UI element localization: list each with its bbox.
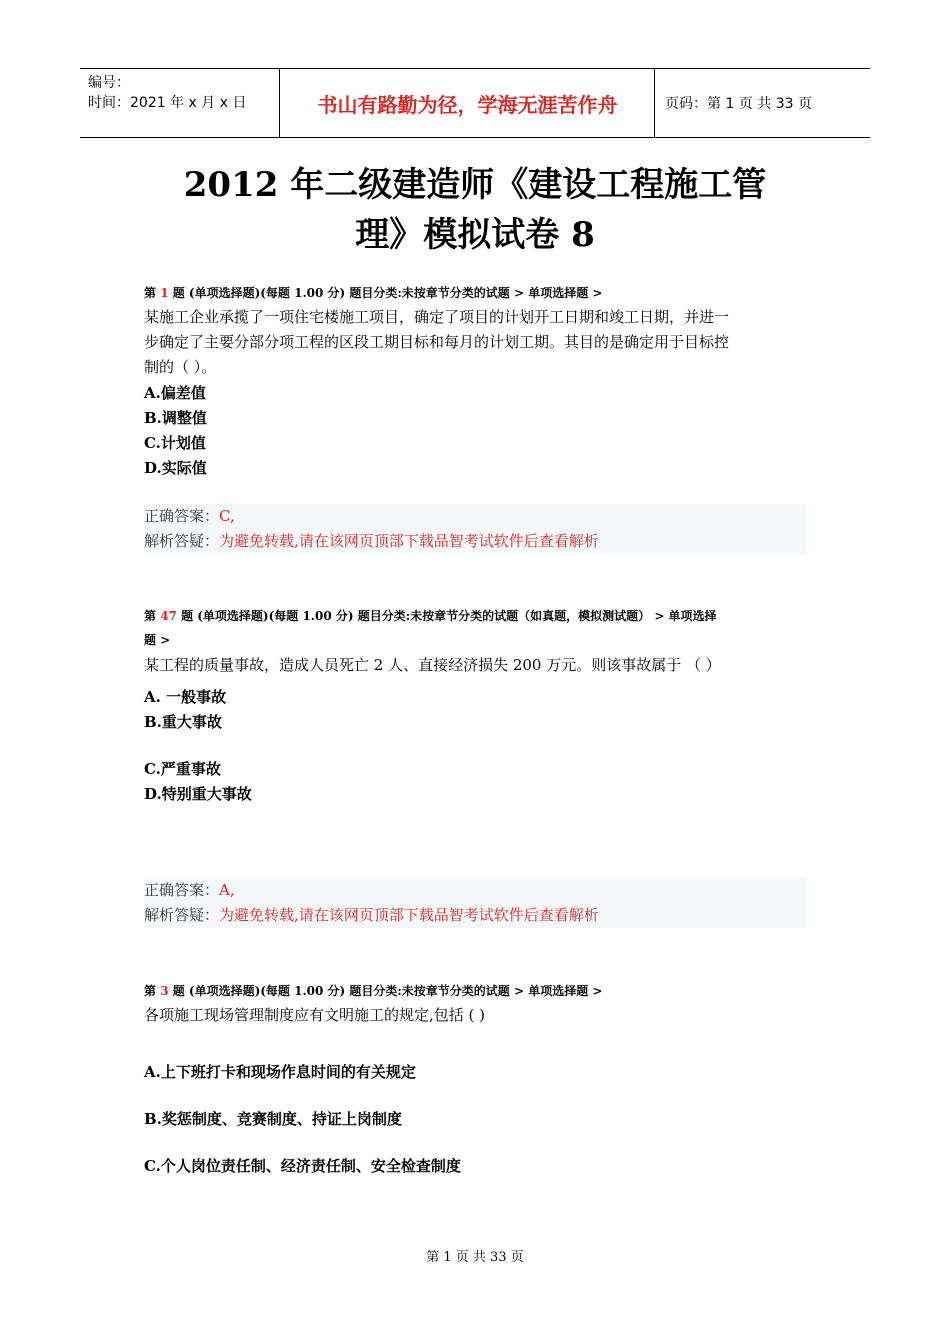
- answer-value: A,: [219, 881, 235, 899]
- title-line-1: 2012 年二级建造师《建设工程施工管: [183, 165, 767, 205]
- header-page-number: 页码：第 1 页 共 33 页: [665, 96, 812, 112]
- stem-line: 某工程的质量事故，造成人员死亡 2 人、直接经济损失 200 万元。则该事故属于 （ ）: [144, 656, 721, 674]
- question-1-option-a[interactable]: A.偏差值: [144, 384, 206, 402]
- analysis-value: 为避免转载,请在该网页顶部下载品智考试软件后查看解析: [219, 906, 599, 924]
- question-47-option-d[interactable]: D.特别重大事故: [144, 785, 252, 803]
- question-head-meta: 题 (单项选择题)(每题 1.00 分) 题目分类:未按章节分类的试题 > 单项选择题 >: [168, 286, 603, 300]
- question-head-prefix: 第: [144, 984, 161, 998]
- answer-label: 正确答案：: [144, 881, 220, 899]
- page-footer: 第 1 页 共 33 页: [426, 1250, 524, 1265]
- question-number: 3: [160, 984, 169, 998]
- analysis-label: 解析答疑：: [144, 532, 220, 550]
- question-47-answer-box: [144, 878, 806, 928]
- header-meta: [80, 69, 280, 137]
- title-line-2: 理》模拟试卷 8: [355, 215, 595, 255]
- question-1-option-d[interactable]: D.实际值: [144, 459, 207, 477]
- question-head-prefix: 第: [144, 609, 161, 623]
- question-1-stem: [144, 305, 806, 380]
- question-3-stem: [144, 1003, 806, 1028]
- document-title: [120, 160, 830, 260]
- header-bianhao: 编号：: [88, 75, 130, 91]
- question-head-meta-cont: 题 >: [144, 633, 171, 647]
- question-47-stem: [144, 653, 806, 678]
- analysis-value: 为避免转载,请在该网页顶部下载品智考试软件后查看解析: [219, 532, 599, 550]
- analysis-label: 解析答疑：: [144, 906, 220, 924]
- header-motto: 书山有路勤为径，学海无涯苦作舟: [281, 69, 655, 137]
- answer-label: 正确答案：: [144, 507, 220, 525]
- question-47-option-b[interactable]: B.重大事故: [144, 713, 222, 731]
- question-1-option-b[interactable]: B.调整值: [144, 409, 207, 427]
- question-3-option-a[interactable]: A.上下班打卡和现场作息时间的有关规定: [144, 1063, 416, 1081]
- stem-line: 制的（ ）。: [144, 358, 217, 376]
- stem-line: 各项施工现场管理制度应有文明施工的规定,包括 ( ): [144, 1006, 486, 1024]
- page-header: [80, 68, 870, 138]
- question-1-option-c[interactable]: C.计划值: [144, 434, 206, 452]
- question-number: 47: [160, 609, 177, 623]
- question-1-answer-box: [144, 504, 806, 554]
- stem-line: 步确定了主要分部分项工程的区段工期目标和每月的计划工期。其目的是确定用于目标控: [144, 333, 730, 351]
- question-number: 1: [160, 286, 169, 300]
- question-47-header: [144, 604, 806, 652]
- question-47-option-a[interactable]: A. 一般事故: [144, 688, 227, 706]
- question-head-meta: 题 (单项选择题)(每题 1.00 分) 题目分类:未按章节分类的试题（如真题，模拟测试题） > 单项选择: [176, 609, 717, 623]
- stem-line: 某施工企业承揽了一项住宅楼施工项目，确定了项目的计划开工日期和竣工日期，并进一: [144, 308, 730, 326]
- question-3-option-b[interactable]: B.奖惩制度、竞赛制度、持证上岗制度: [144, 1110, 402, 1128]
- question-1-header: [144, 281, 806, 305]
- answer-value: C,: [219, 507, 235, 525]
- question-3-header: [144, 979, 806, 1003]
- question-head-prefix: 第: [144, 286, 161, 300]
- question-head-meta: 题 (单项选择题)(每题 1.00 分) 题目分类:未按章节分类的试题 > 单项选择题 >: [168, 984, 603, 998]
- question-47-option-c[interactable]: C.严重事故: [144, 760, 221, 778]
- question-3-option-c[interactable]: C.个人岗位责任制、经济责任制、安全检查制度: [144, 1157, 461, 1175]
- header-shijian: 时间：2021 年 x 月 x 日: [88, 95, 247, 111]
